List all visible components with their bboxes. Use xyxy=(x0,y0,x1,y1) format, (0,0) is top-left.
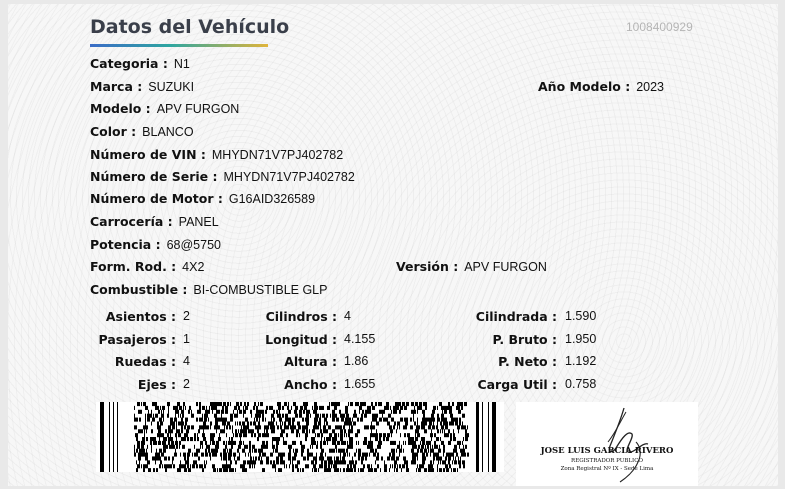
spec-value-carga-util: 0.758 xyxy=(565,377,597,391)
field-label: Carrocería : xyxy=(90,214,173,229)
spec-label-altura: Altura : xyxy=(284,354,337,369)
field-value: BLANCO xyxy=(142,125,194,139)
field-form-rod xyxy=(90,259,204,274)
registrar-signature-stamp xyxy=(516,402,698,486)
spec-value-longitud: 4.155 xyxy=(344,332,376,346)
field-label: Categoria : xyxy=(90,56,168,71)
field-motor xyxy=(90,191,315,206)
field-value: G16AID326589 xyxy=(228,192,316,206)
field-value: 4X2 xyxy=(182,260,205,274)
spec-label-longitud: Longitud : xyxy=(265,332,337,347)
field-label: Versión : xyxy=(396,259,459,274)
spec-label-cilindros: Cilindros : xyxy=(265,309,337,324)
document-number: 1008400929 xyxy=(626,20,693,34)
spec-value-ancho: 1.655 xyxy=(344,377,376,391)
spec-value-cilindros: 4 xyxy=(344,309,351,323)
spec-value-altura: 1.86 xyxy=(344,354,369,368)
spec-label-asientos: Asientos : xyxy=(105,309,176,324)
field-vin xyxy=(90,147,343,162)
field-label: Año Modelo : xyxy=(538,79,631,94)
page-title: Datos del Vehículo xyxy=(90,16,290,38)
field-categoria xyxy=(90,56,190,71)
field-carroceria xyxy=(90,214,219,229)
field-label: Marca : xyxy=(90,79,143,94)
field-value: PANEL xyxy=(178,215,219,229)
spec-value-ruedas: 4 xyxy=(183,354,190,368)
spec-value-ejes: 2 xyxy=(183,377,190,391)
vehicle-data-card xyxy=(8,4,778,486)
field-color xyxy=(90,124,194,139)
spec-value-p-bruto: 1.950 xyxy=(565,332,597,346)
field-value: N1 xyxy=(173,57,190,71)
barcode-graphic xyxy=(96,402,504,472)
field-combustible xyxy=(90,282,327,297)
field-modelo xyxy=(90,101,239,116)
spec-value-cilindrada: 1.590 xyxy=(565,309,597,323)
spec-value-pasajeros: 1 xyxy=(183,332,190,346)
signer-zone: Zona Registral Nº IX - Sede Lima xyxy=(560,466,654,472)
field-label: Combustible : xyxy=(90,282,188,297)
field-label: Número de VIN : xyxy=(90,147,206,162)
field-label: Form. Rod. : xyxy=(90,259,177,274)
spec-label-ejes: Ejes : xyxy=(137,377,176,392)
spec-value-p-neto: 1.192 xyxy=(565,354,597,368)
field-value: APV FURGON xyxy=(464,260,547,274)
field-value: APV FURGON xyxy=(156,102,240,116)
field-label: Número de Motor : xyxy=(90,191,223,206)
field-anio-modelo xyxy=(538,79,664,94)
spec-label-ancho: Ancho : xyxy=(284,377,337,392)
field-value: SUZUKI xyxy=(148,80,195,94)
field-value: 2023 xyxy=(636,80,664,94)
title-underline xyxy=(90,44,268,47)
field-label: Color : xyxy=(90,124,137,139)
field-label: Potencia : xyxy=(90,237,161,252)
field-value: BI-COMBUSTIBLE GLP xyxy=(193,283,328,297)
spec-label-p-bruto: P. Bruto : xyxy=(492,332,557,347)
signer-name: JOSE LUIS GARCIA RIVERO xyxy=(540,446,674,456)
field-value: 68@5750 xyxy=(166,238,221,252)
field-version xyxy=(396,259,547,274)
spec-label-pasajeros: Pasajeros : xyxy=(98,332,176,347)
field-marca xyxy=(90,79,194,94)
spec-label-carga-util: Carga Util : xyxy=(477,377,557,392)
spec-label-p-neto: P. Neto : xyxy=(498,354,557,369)
field-value: MHYDN71V7PJ402782 xyxy=(223,170,355,184)
field-value: MHYDN71V7PJ402782 xyxy=(211,148,344,162)
spec-label-cilindrada: Cilindrada : xyxy=(475,309,557,324)
spec-value-asientos: 2 xyxy=(183,309,190,323)
field-potencia xyxy=(90,237,221,252)
field-label: Número de Serie : xyxy=(90,169,218,184)
spec-label-ruedas: Ruedas : xyxy=(114,354,176,369)
field-label: Modelo : xyxy=(90,101,151,116)
field-serie xyxy=(90,169,355,184)
signer-role: REGISTRADOR PUBLICO xyxy=(571,458,643,464)
handwritten-signature-icon xyxy=(516,402,698,486)
pdf417-barcode xyxy=(96,402,504,472)
